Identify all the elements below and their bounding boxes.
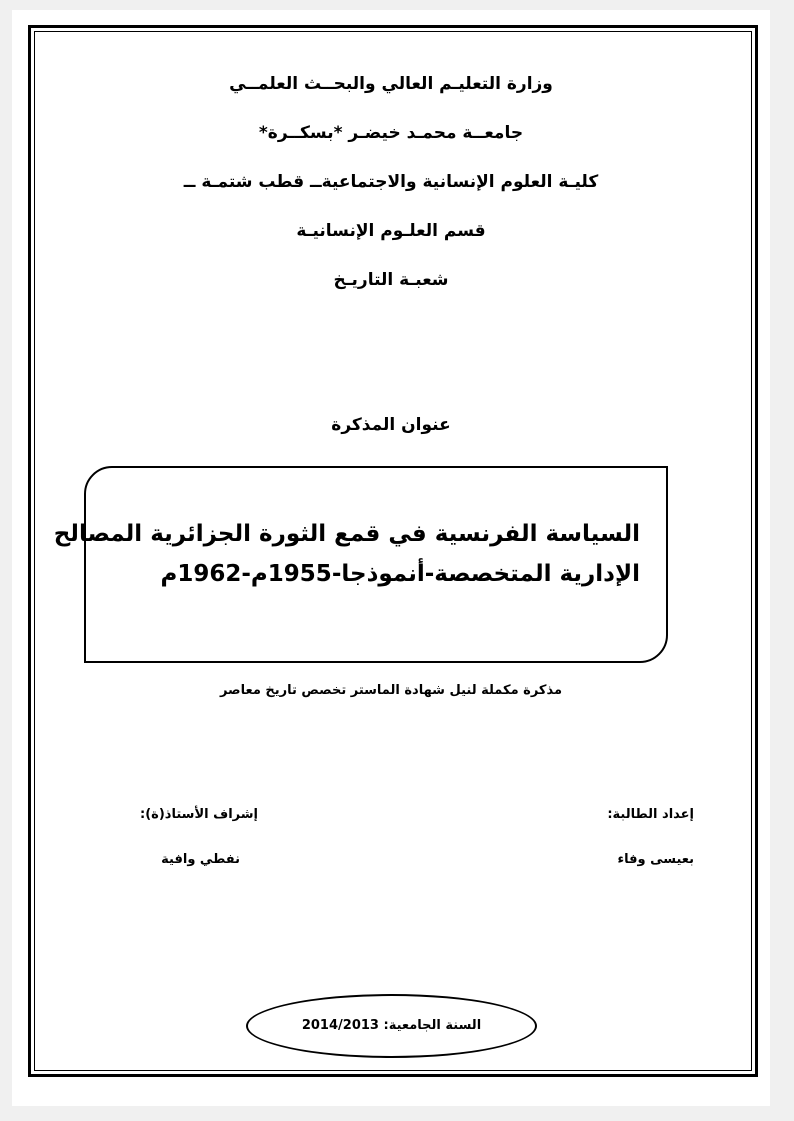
supervisor-name: نفطي وافية xyxy=(161,852,240,867)
thesis-title xyxy=(53,514,640,594)
academic-year xyxy=(248,1018,535,1033)
student-label: إعداد الطالبة: xyxy=(607,807,694,822)
department-name: قسم العلـوم الإنسانيـة xyxy=(296,221,486,241)
branch-name: شعبـة التاريـخ xyxy=(333,270,449,290)
document-page xyxy=(12,10,770,1106)
ministry-name: وزارة التعليـم العالي والبحــث العلمــي xyxy=(229,74,553,94)
thesis-title-line-2: الإدارية المتخصصة-أنموذجا-1955م-1962م xyxy=(160,561,640,587)
supervisor-label: إشراف الأستاذ(ة): xyxy=(140,807,258,822)
thesis-subtitle: مذكرة مكملة لنيل شهادة الماستر تخصص تاريخ معاصر xyxy=(219,683,563,698)
academic-year-label: السنة الجامعية: xyxy=(383,1018,482,1033)
faculty-name: كليـة العلوم الإنسانية والاجتماعيةــ قطب شتمـة ــ xyxy=(183,172,599,192)
thesis-title-line-1: السياسة الفرنسية في قمع الثورة الجزائرية المصالح xyxy=(53,521,640,547)
thesis-title-box xyxy=(53,466,668,663)
university-name: جامعــة محمـد خيضـر *بسكــرة* xyxy=(258,123,524,143)
thesis-title-label: عنوان المذكرة xyxy=(331,415,451,435)
academic-year-value: 2014/2013 xyxy=(301,1018,379,1033)
student-name: بعيسى وفاء xyxy=(617,852,694,867)
academic-year-ellipse xyxy=(246,994,537,1058)
